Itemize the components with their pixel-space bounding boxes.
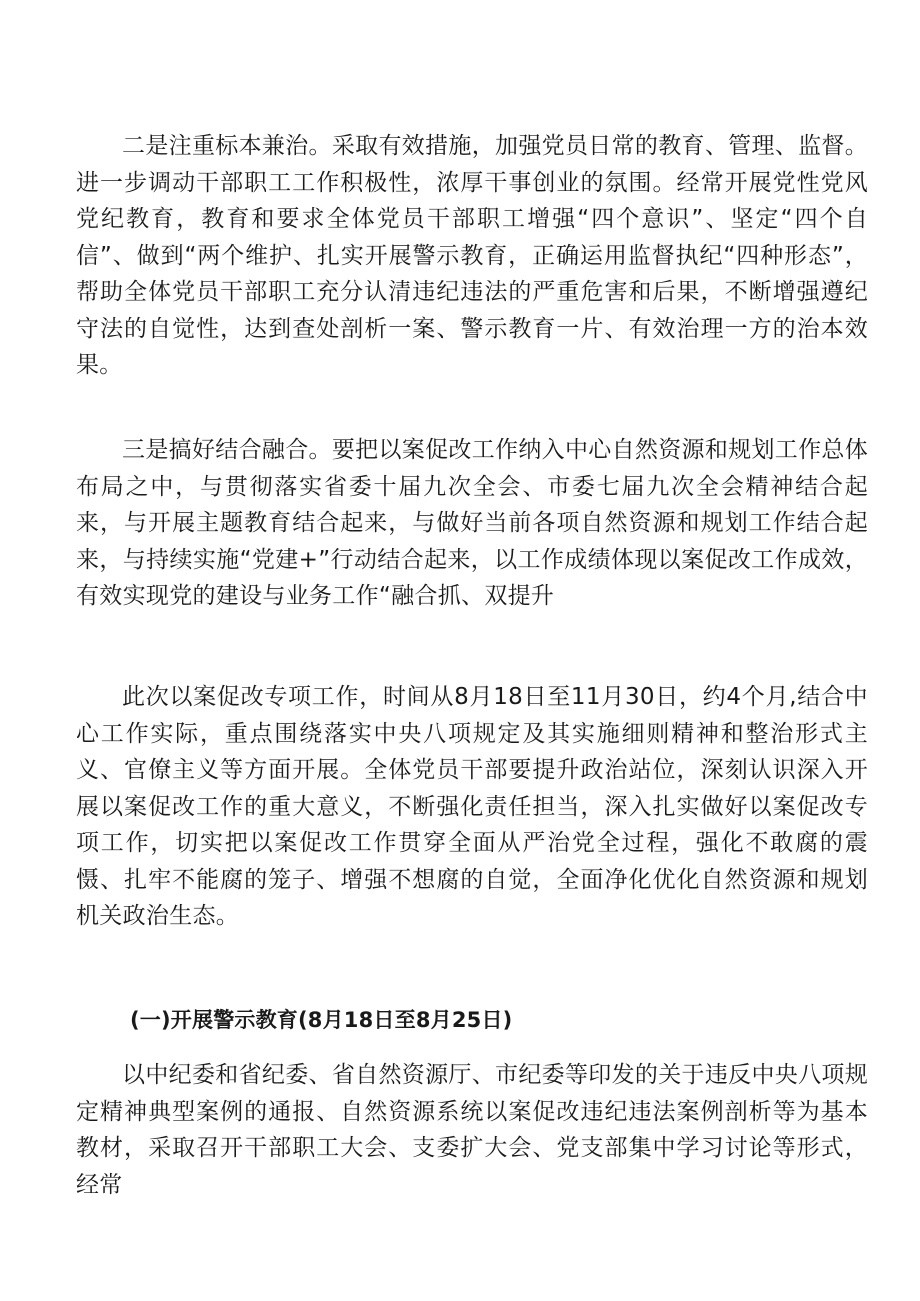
paragraph-zhuanxiang-gongzuo: 此次以案促改专项工作，时间从8月18日至11月30日，约4个月,结合中心工作实际，重点围绕落实中央八项规定及其实施细则精神和整治形式主义、官僚主义等方面开展。全体党员干部要提升政治站位，深刻认识深入开展以案促改工作的重大意义，不断强化责任担当，深入扎实做好以案促改专项工作，切实把以案促改工作贯穿全面从严治党全过程，强化不敢腐的震慑、扎牢不能腐的笼子、增强不想腐的自觉，全面净化优化自然资源和规划机关政治生态。 [76,684,868,929]
paragraph-jingshi-jiaoyu: 以中纪委和省纪委、省自然资源厅、市纪委等印发的关于违反中央八项规定精神典型案例的通报、自然资源系统以案促改违纪违法案例剖析等为基本教材，采取召开干部职工大会、支委扩大会、党支部集中学习讨论等形式，经常 [76,1062,868,1198]
paragraph-jiehe-ronghe: 三是搞好结合融合。要把以案促改工作纳入中心自然资源和规划工作总体布局之中，与贯彻落实省委十届九次全会、市委七届九次全会精神结合起来，与开展主题教育结合起来，与做好当前各项自然资源和规划工作结合起来，与持续实施“党建+”行动结合起来，以工作成绩体现以案促改工作成效，有效实现党的建设与业务工作“融合抓、双提升 [76,437,868,609]
paragraph-biaoben-jianzhi: 二是注重标本兼治。采取有效措施，加强党员日常的教育、管理、监督。进一步调动干部职工工作积极性，浓厚干事创业的氛围。经常开展党性党风党纪教育，教育和要求全体党员干部职工增强“四个意识”、坚定“四个自信”、做到“两个维护、扎实开展警示教育，正确运用监督执纪“四种形态”，帮助全体党员干部职工充分认清违纪违法的严重危害和后果，不断增强遵纪守法的自觉性，达到查处剖析一案、警示教育一片、有效治理一方的治本效果。 [76,133,868,378]
section-heading-jingshi-jiaoyu: (一)开展警示教育(8月18日至8月25日) [130,1008,513,1032]
